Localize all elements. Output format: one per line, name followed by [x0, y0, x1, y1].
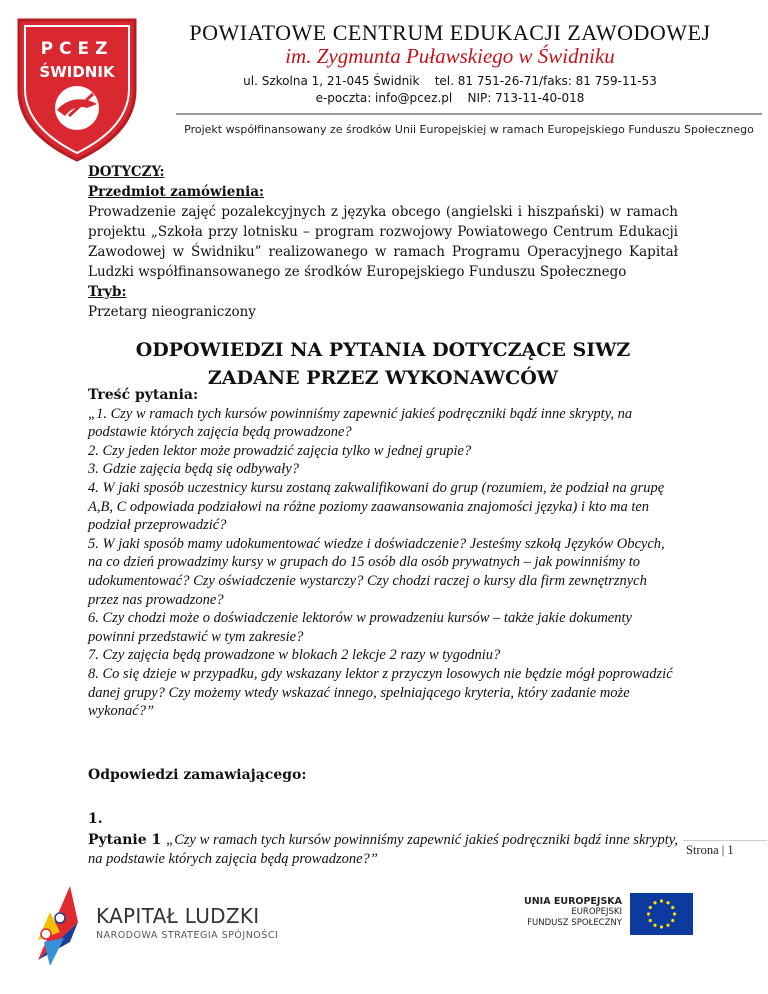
eu-star	[647, 912, 650, 915]
eu-line-2: EUROPEJSKI	[571, 907, 622, 917]
przedmiot-label: Przedmiot zamówienia:	[88, 184, 265, 200]
page-heading	[88, 336, 678, 392]
school-address-block	[140, 73, 760, 107]
eu-star	[649, 919, 652, 922]
heading-line-2: ZADANE PRZEZ WYKONAWCÓW	[207, 367, 559, 389]
header-divider	[176, 113, 762, 115]
eu-star	[666, 924, 669, 927]
order-details	[88, 162, 678, 322]
kapital-ludzki-title: KAPITAŁ LUDZKI	[96, 904, 260, 928]
question-item: 7. Czy zajęcia będą prowadzone w blokach 2 lekcje 2 razy w tygodniu?	[88, 647, 501, 664]
answer-number: 1.	[88, 811, 103, 827]
eu-flag-icon	[630, 893, 693, 935]
logo-text-pcez: PCEZ	[40, 39, 114, 59]
eu-star	[653, 924, 656, 927]
tresc-label: Treść pytania:	[88, 387, 199, 403]
heading-line-1: ODPOWIEDZI NA PYTANIA DOTYCZĄCE SIWZ	[135, 339, 631, 361]
school-address: ul. Szkolna 1, 21-045 Świdnik tel. 81 751-26-71/faks: 81 759-11-53	[243, 74, 657, 88]
eu-star	[666, 901, 669, 904]
question-item: 8. Co się dzieje w przypadku, gdy wskazany lektor z przyczyn losowych nie będzie mógł poprowadzić danej grupy? Czy możemy wtedy wskazać innego, spełniającego kryteria, który zadanie może wykonać?”	[88, 665, 673, 720]
eu-star	[649, 906, 652, 909]
eu-fund-text	[520, 896, 622, 929]
eu-star	[671, 919, 674, 922]
page-number-divider	[683, 840, 767, 841]
eu-star	[660, 925, 663, 928]
question-item: 2. Czy jeden lektor może prowadzić zajęcia tylko w jednej grupie?	[88, 442, 472, 459]
eu-star	[673, 912, 676, 915]
answers-label: Odpowiedzi zamawiającego:	[88, 767, 307, 783]
tryb-label: Tryb:	[88, 284, 127, 300]
kapital-ludzki-logo-icon	[30, 882, 94, 972]
answer-quote: „Czy w ramach tych kursów powinniśmy zapewnić jakieś podręczniki bądź inne skrypty, na podstawie których zajęcia będą prowadzone?”	[88, 832, 679, 867]
eu-line-3: FUNDUSZ SPOŁECZNY	[527, 918, 622, 928]
pcez-logo	[13, 12, 141, 162]
eu-star	[671, 906, 674, 909]
page-number: Strona | 1	[686, 843, 734, 857]
logo-text-swidnik: ŚWIDNIK	[39, 63, 115, 81]
question-item: 6. Czy chodzi może o doświadczenie lektorów w prowadzeniu kursów – także jakie dokumenty powinni przedstawić w tym zakresie?	[88, 610, 632, 645]
school-name: POWIATOWE CENTRUM EDUKACJI ZAWODOWEJ	[189, 20, 711, 45]
answer-prefix: Pytanie 1	[88, 832, 167, 848]
answer-question	[88, 831, 678, 869]
question-item: 4. W jaki sposób uczestnicy kursu zostaną zakwalifikowani do grup (rozumiem, że podział na grupę A,B, C odpowiada podziałowi na różne poziomy zaawansowania znajomości języka) i kto ma ten podział przeprowadzić?	[88, 479, 665, 534]
question-item: 5. W jaki sposób mamy udokumentować wiedze i doświadczenie? Jesteśmy szkołą Języków Obcych, na co dzień prowadzimy kursy w grupach do 15 osób dla osób prywatnych – jak powinniśmy to udokumentować? Czy oświadczenie wystarczy? Czy chodzi raczej o kursy dla firm zewnętrznych przez nas prowadzone?	[88, 535, 665, 608]
questions-block	[88, 386, 678, 721]
eu-line-1: UNIA EUROPEJSKA	[524, 896, 622, 907]
school-patron: im. Zygmunta Puławskiego w Świdniku	[285, 44, 615, 68]
eu-star	[660, 899, 663, 902]
przedmiot-text: Prowadzenie zajęć pozalekcyjnych z języka obcego (angielski i hiszpański) w ramach projektu „Szkoła przy lotnisku – program rozwojowy Powiatowego Centrum Edukacji Zawodowej w Świdniku” realizowanego w ramach Programu Operacyjnego Kapitał Ludzki współfinansowanego ze środków Europejskiego Funduszu Społecznego	[88, 204, 678, 280]
question-item: „1. Czy w ramach tych kursów powinniśmy zapewnić jakieś podręczniki bądź inne skrypty, na podstawie których zajęcia będą prowadzone?	[88, 405, 633, 441]
eu-star	[653, 901, 656, 904]
project-note: Projekt współfinansowany ze środków Unii Europejskiej w ramach Europejskiego Funduszu Społecznego	[184, 123, 754, 136]
dotyczy-label: DOTYCZY:	[88, 164, 165, 180]
school-contact: e-poczta: info@pcez.pl NIP: 713-11-40-018	[315, 91, 585, 105]
question-item: 3. Gdzie zajęcia będą się odbywały?	[88, 461, 300, 478]
kapital-ludzki-subtitle: NARODOWA STRATEGIA SPÓJNOŚCI	[96, 930, 279, 941]
tryb-text: Przetarg nieograniczony	[88, 304, 256, 320]
